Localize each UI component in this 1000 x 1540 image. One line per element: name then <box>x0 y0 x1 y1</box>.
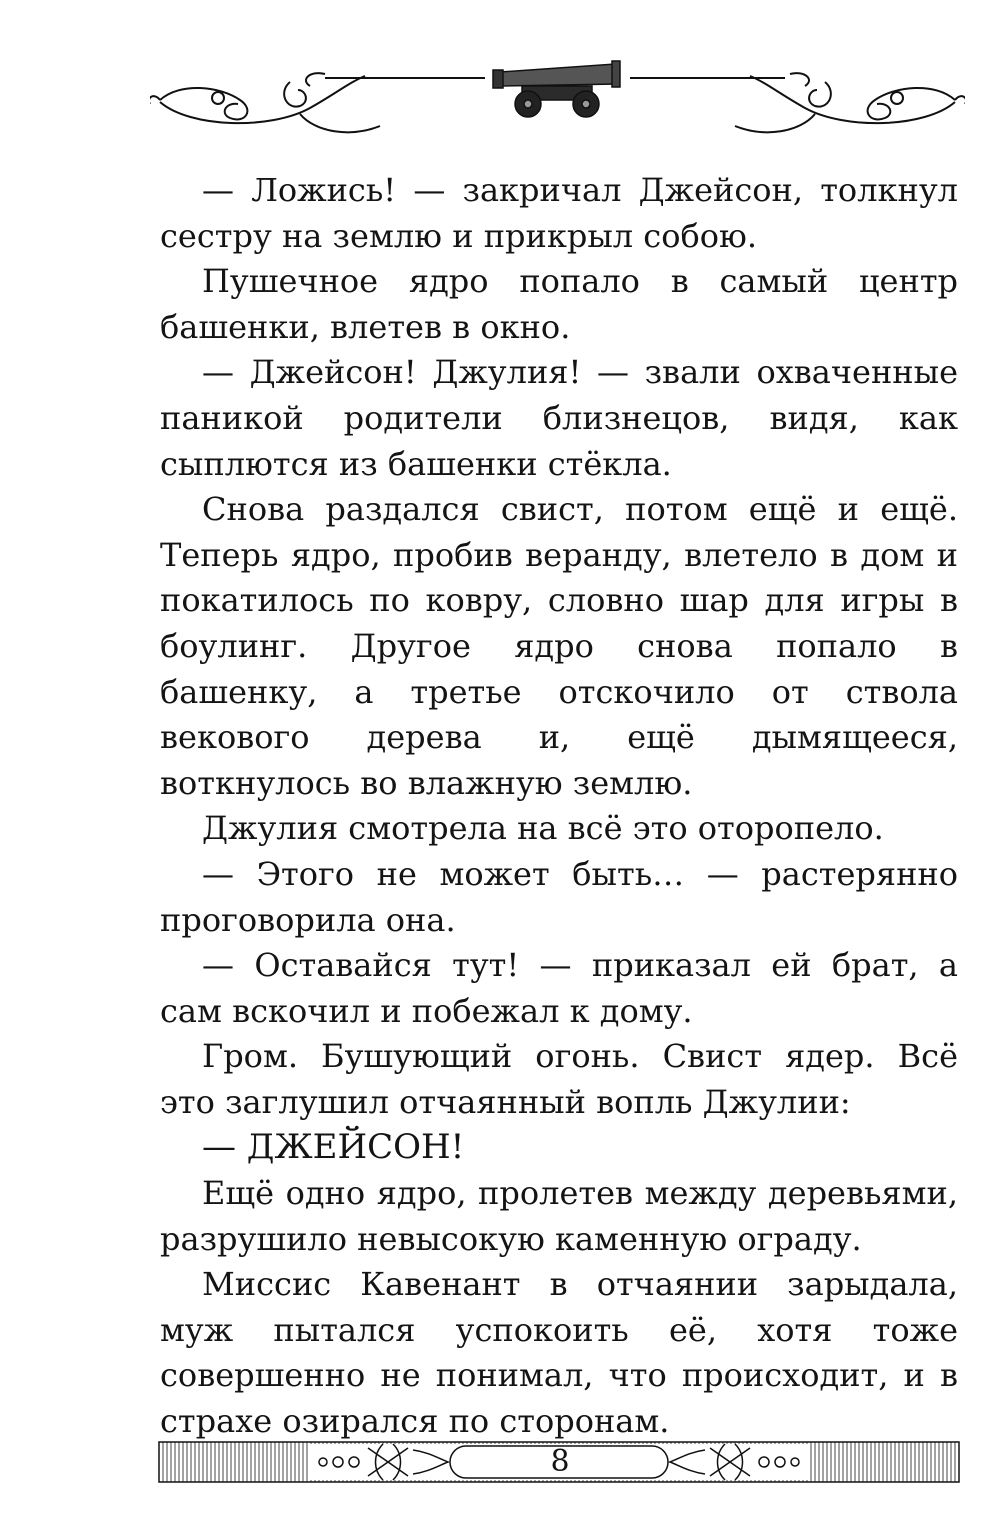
paragraph: — Оставайся тут! — приказал ей брат, а сам вскочил и побежал к дому. <box>160 946 958 1030</box>
paragraph: — Джейсон! Джулия! — звали охваченные паникой родители близнецов, видя, как сыплются из башенки стёкла. <box>160 353 958 483</box>
paragraph: Пушечное ядро попало в самый центр башенки, влетев в окно. <box>160 262 958 346</box>
cannon-scroll-icon <box>150 52 965 152</box>
paragraph: Джулия смотрела на всё это оторопело. <box>202 809 884 848</box>
paragraph: Гром. Бушующий огонь. Свист ядер. Всё это заглушил отчаянный вопль Джулии: <box>160 1037 958 1121</box>
page-number: 8 <box>550 1444 570 1479</box>
paragraph: Снова раздался свист, потом ещё и ещё. Теперь ядро, пробив веранду, влетело в дом и покатилось по ковру, словно шар для игры в боулинг. Другое ядро снова попало в башенку, а третье отскочило от ствола векового дерева и, ещё дымящееся, воткнулось во влажную землю. <box>160 490 958 802</box>
paragraph: — Ложись! — закричал Джейсон, толкнул сестру на землю и прикрыл собою. <box>160 171 958 255</box>
paragraph: — Этого не может быть… — растерянно проговорила она. <box>160 854 958 939</box>
paragraph: Миссис Кавенант в отчаянии зарыдала, муж пытался успокоить её, хотя тоже совершенно не понимал, что происходит, и в страхе озирался по сторонам. <box>160 1265 958 1441</box>
paragraph: Ещё одно ядро, пролетев между деревьями, разрушило невысокую каменную ограду. <box>160 1174 958 1258</box>
paragraph: — ДЖЕЙСОН! <box>202 1127 465 1168</box>
page-body <box>160 168 958 1445</box>
